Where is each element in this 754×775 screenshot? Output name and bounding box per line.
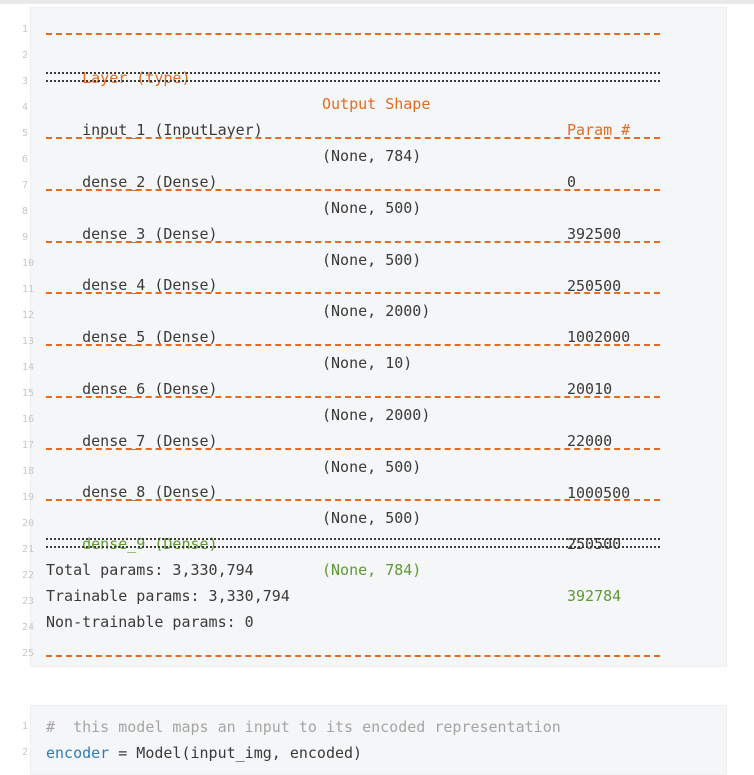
- line-number: 10: [22, 258, 35, 269]
- line-number: 19: [22, 492, 35, 503]
- code-comment: # this model maps an input to its encoded representation: [46, 718, 561, 736]
- layer-name: dense_6 (Dense): [82, 380, 218, 398]
- line-number: 23: [22, 596, 35, 607]
- line-number: 17: [22, 440, 35, 451]
- line-number: 12: [22, 310, 35, 321]
- param-count: 1000500: [567, 484, 631, 502]
- layer-name: dense_2 (Dense): [82, 173, 218, 191]
- dashed-divider: [46, 292, 660, 294]
- top-edge: [0, 0, 754, 4]
- line-number: 11: [22, 284, 35, 295]
- line-number: 1: [22, 721, 29, 732]
- line-number: 2: [22, 50, 29, 61]
- output-shape: (None, 784): [322, 147, 422, 165]
- line-number: 15: [22, 388, 35, 399]
- output-shape: (None, 2000): [322, 406, 431, 424]
- header-layer: Layer (type): [82, 69, 191, 87]
- param-count: 392784: [567, 587, 622, 605]
- dashed-divider: [46, 344, 660, 346]
- output-shape: (None, 2000): [322, 302, 431, 320]
- encoder-assignment: = Model(input_img, encoded): [109, 744, 363, 762]
- output-shape: (None, 10): [322, 354, 413, 372]
- header-param-count: Param #: [567, 121, 631, 139]
- line-number: 25: [22, 648, 35, 659]
- dashed-divider: [46, 499, 660, 501]
- total-params: Total params: 3,330,794: [46, 561, 254, 579]
- output-shape: (None, 500): [322, 509, 422, 527]
- dashed-divider: [46, 137, 660, 139]
- line-number: 14: [22, 362, 35, 373]
- double-divider: [46, 538, 660, 548]
- layer-name: dense_7 (Dense): [82, 432, 218, 450]
- line-number: 16: [22, 414, 35, 425]
- line-number: 9: [22, 232, 29, 243]
- layer-name: dense_4 (Dense): [82, 276, 218, 294]
- line-number: 3: [22, 76, 29, 87]
- line-number: 20: [22, 518, 35, 529]
- dashed-divider: [46, 33, 660, 35]
- encoder-variable: encoder: [46, 744, 110, 762]
- layer-name: dense_9 (Dense): [82, 535, 218, 553]
- line-number: 22: [22, 570, 35, 581]
- trainable-params: Trainable params: 3,330,794: [46, 587, 290, 605]
- layer-name: dense_5 (Dense): [82, 328, 218, 346]
- line-number: 18: [22, 466, 35, 477]
- line-number: 24: [22, 622, 35, 633]
- dashed-divider: [46, 448, 660, 450]
- output-shape: (None, 784): [322, 561, 422, 579]
- param-count: 250500: [567, 277, 622, 295]
- code-line-encoder: [46, 740, 362, 766]
- non-trainable-params: Non-trainable params: 0: [46, 613, 254, 631]
- line-number: 13: [22, 336, 35, 347]
- output-shape: (None, 500): [322, 199, 422, 217]
- model-summary-output: [22, 7, 727, 667]
- line-number: 6: [22, 154, 29, 165]
- dashed-divider: [46, 396, 660, 398]
- line-number: 1: [22, 24, 29, 35]
- line-number: 21: [22, 544, 35, 555]
- dashed-divider: [46, 189, 660, 191]
- param-count: 250500: [567, 535, 622, 553]
- output-shape: (None, 500): [322, 251, 422, 269]
- line-number: 8: [22, 206, 29, 217]
- layer-name: dense_3 (Dense): [82, 225, 218, 243]
- code-block: [22, 705, 727, 775]
- layer-name: input_1 (InputLayer): [82, 121, 263, 139]
- line-number: 2: [22, 747, 29, 758]
- param-count: 392500: [567, 225, 622, 243]
- dashed-divider: [46, 655, 660, 657]
- header-output-shape: Output Shape: [322, 95, 431, 113]
- double-divider: [46, 72, 660, 82]
- output-shape: (None, 500): [322, 458, 422, 476]
- param-count: 0: [567, 173, 577, 191]
- line-number: 5: [22, 128, 29, 139]
- param-count: 1002000: [567, 328, 631, 346]
- layer-name: dense_8 (Dense): [82, 483, 218, 501]
- line-number: 4: [22, 102, 29, 113]
- dashed-divider: [46, 241, 660, 243]
- line-number: 7: [22, 180, 29, 191]
- param-count: 20010: [567, 380, 613, 398]
- param-count: 22000: [567, 432, 613, 450]
